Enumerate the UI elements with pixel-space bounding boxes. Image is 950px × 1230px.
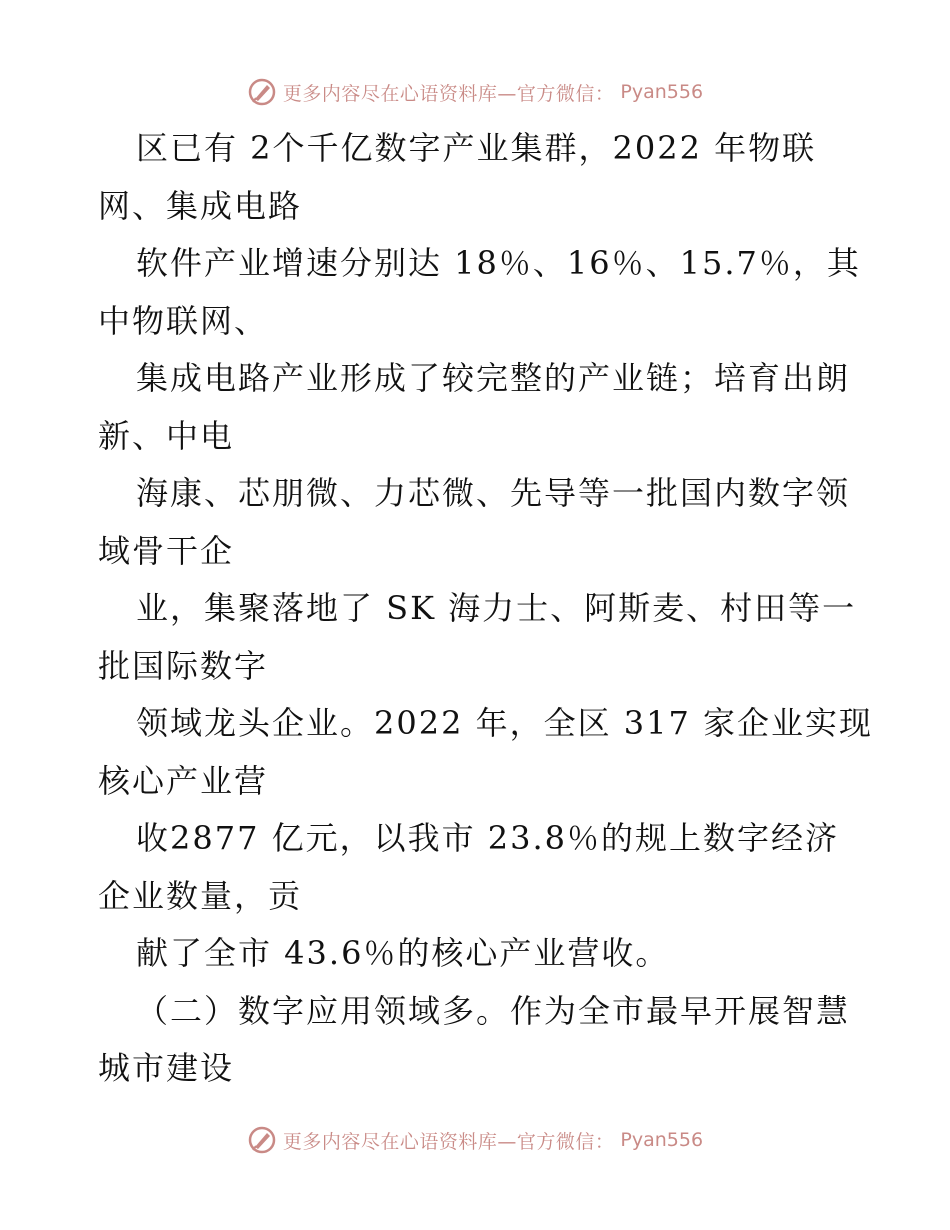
text-line: 软件产业增速分别达 18％、16％、15.7％，其 — [136, 244, 861, 282]
text-line: 献了全市 43.6％的核心产业营收。 — [136, 934, 670, 972]
text-line: 域骨干企 — [98, 531, 235, 570]
text-line: 集成电路产业形成了较完整的产业链；培育出朗 — [136, 359, 851, 397]
paragraph — [98, 983, 858, 1098]
watermark-wechat-id: Pyan556 — [620, 81, 704, 103]
paragraph — [98, 465, 858, 580]
text-line: 中物联网、 — [98, 301, 269, 340]
header-watermark — [0, 72, 950, 112]
paragraph — [98, 925, 858, 983]
text-line: 新、中电 — [98, 416, 235, 455]
text-line: 领域龙头企业。2022 年，全区 317 家企业实现 — [136, 704, 874, 742]
text-line: 城市建设 — [98, 1049, 235, 1087]
text-line: 企业数量，贡 — [98, 876, 303, 915]
text-line: 海康、芯朋微、力芯微、先导等一批国内数字领 — [136, 474, 851, 512]
text-line: 核心产业营 — [98, 761, 269, 800]
text-line: 收2877 亿元，以我市 23.8％的规上数字经济 — [136, 819, 840, 857]
watermark-text: 更多内容尽在心语资料库—官方微信： — [282, 1130, 615, 1153]
quill-pen-logo-icon — [247, 1125, 277, 1155]
paragraph — [98, 350, 858, 465]
paragraph — [98, 695, 874, 810]
paragraph — [98, 810, 858, 925]
watermark-text: 更多内容尽在心语资料库—官方微信： — [282, 82, 615, 105]
text-line: 批国际数字 — [98, 646, 269, 685]
watermark-wechat-id: Pyan556 — [620, 1129, 704, 1151]
document-body — [98, 120, 874, 1098]
text-line: 区已有 2个千亿数字产业集群，2022 年物联 — [136, 129, 817, 167]
paragraph — [98, 120, 858, 235]
text-line: 业，集聚落地了 SK 海力士、阿斯麦、村田等一 — [136, 589, 857, 627]
footer-watermark — [0, 1120, 950, 1160]
text-line: 网、集成电路 — [98, 186, 303, 225]
quill-pen-logo-icon — [247, 77, 277, 107]
paragraph — [98, 235, 861, 350]
paragraph — [98, 580, 858, 695]
text-line: （二）数字应用领域多。作为全市最早开展智慧 — [136, 991, 851, 1030]
